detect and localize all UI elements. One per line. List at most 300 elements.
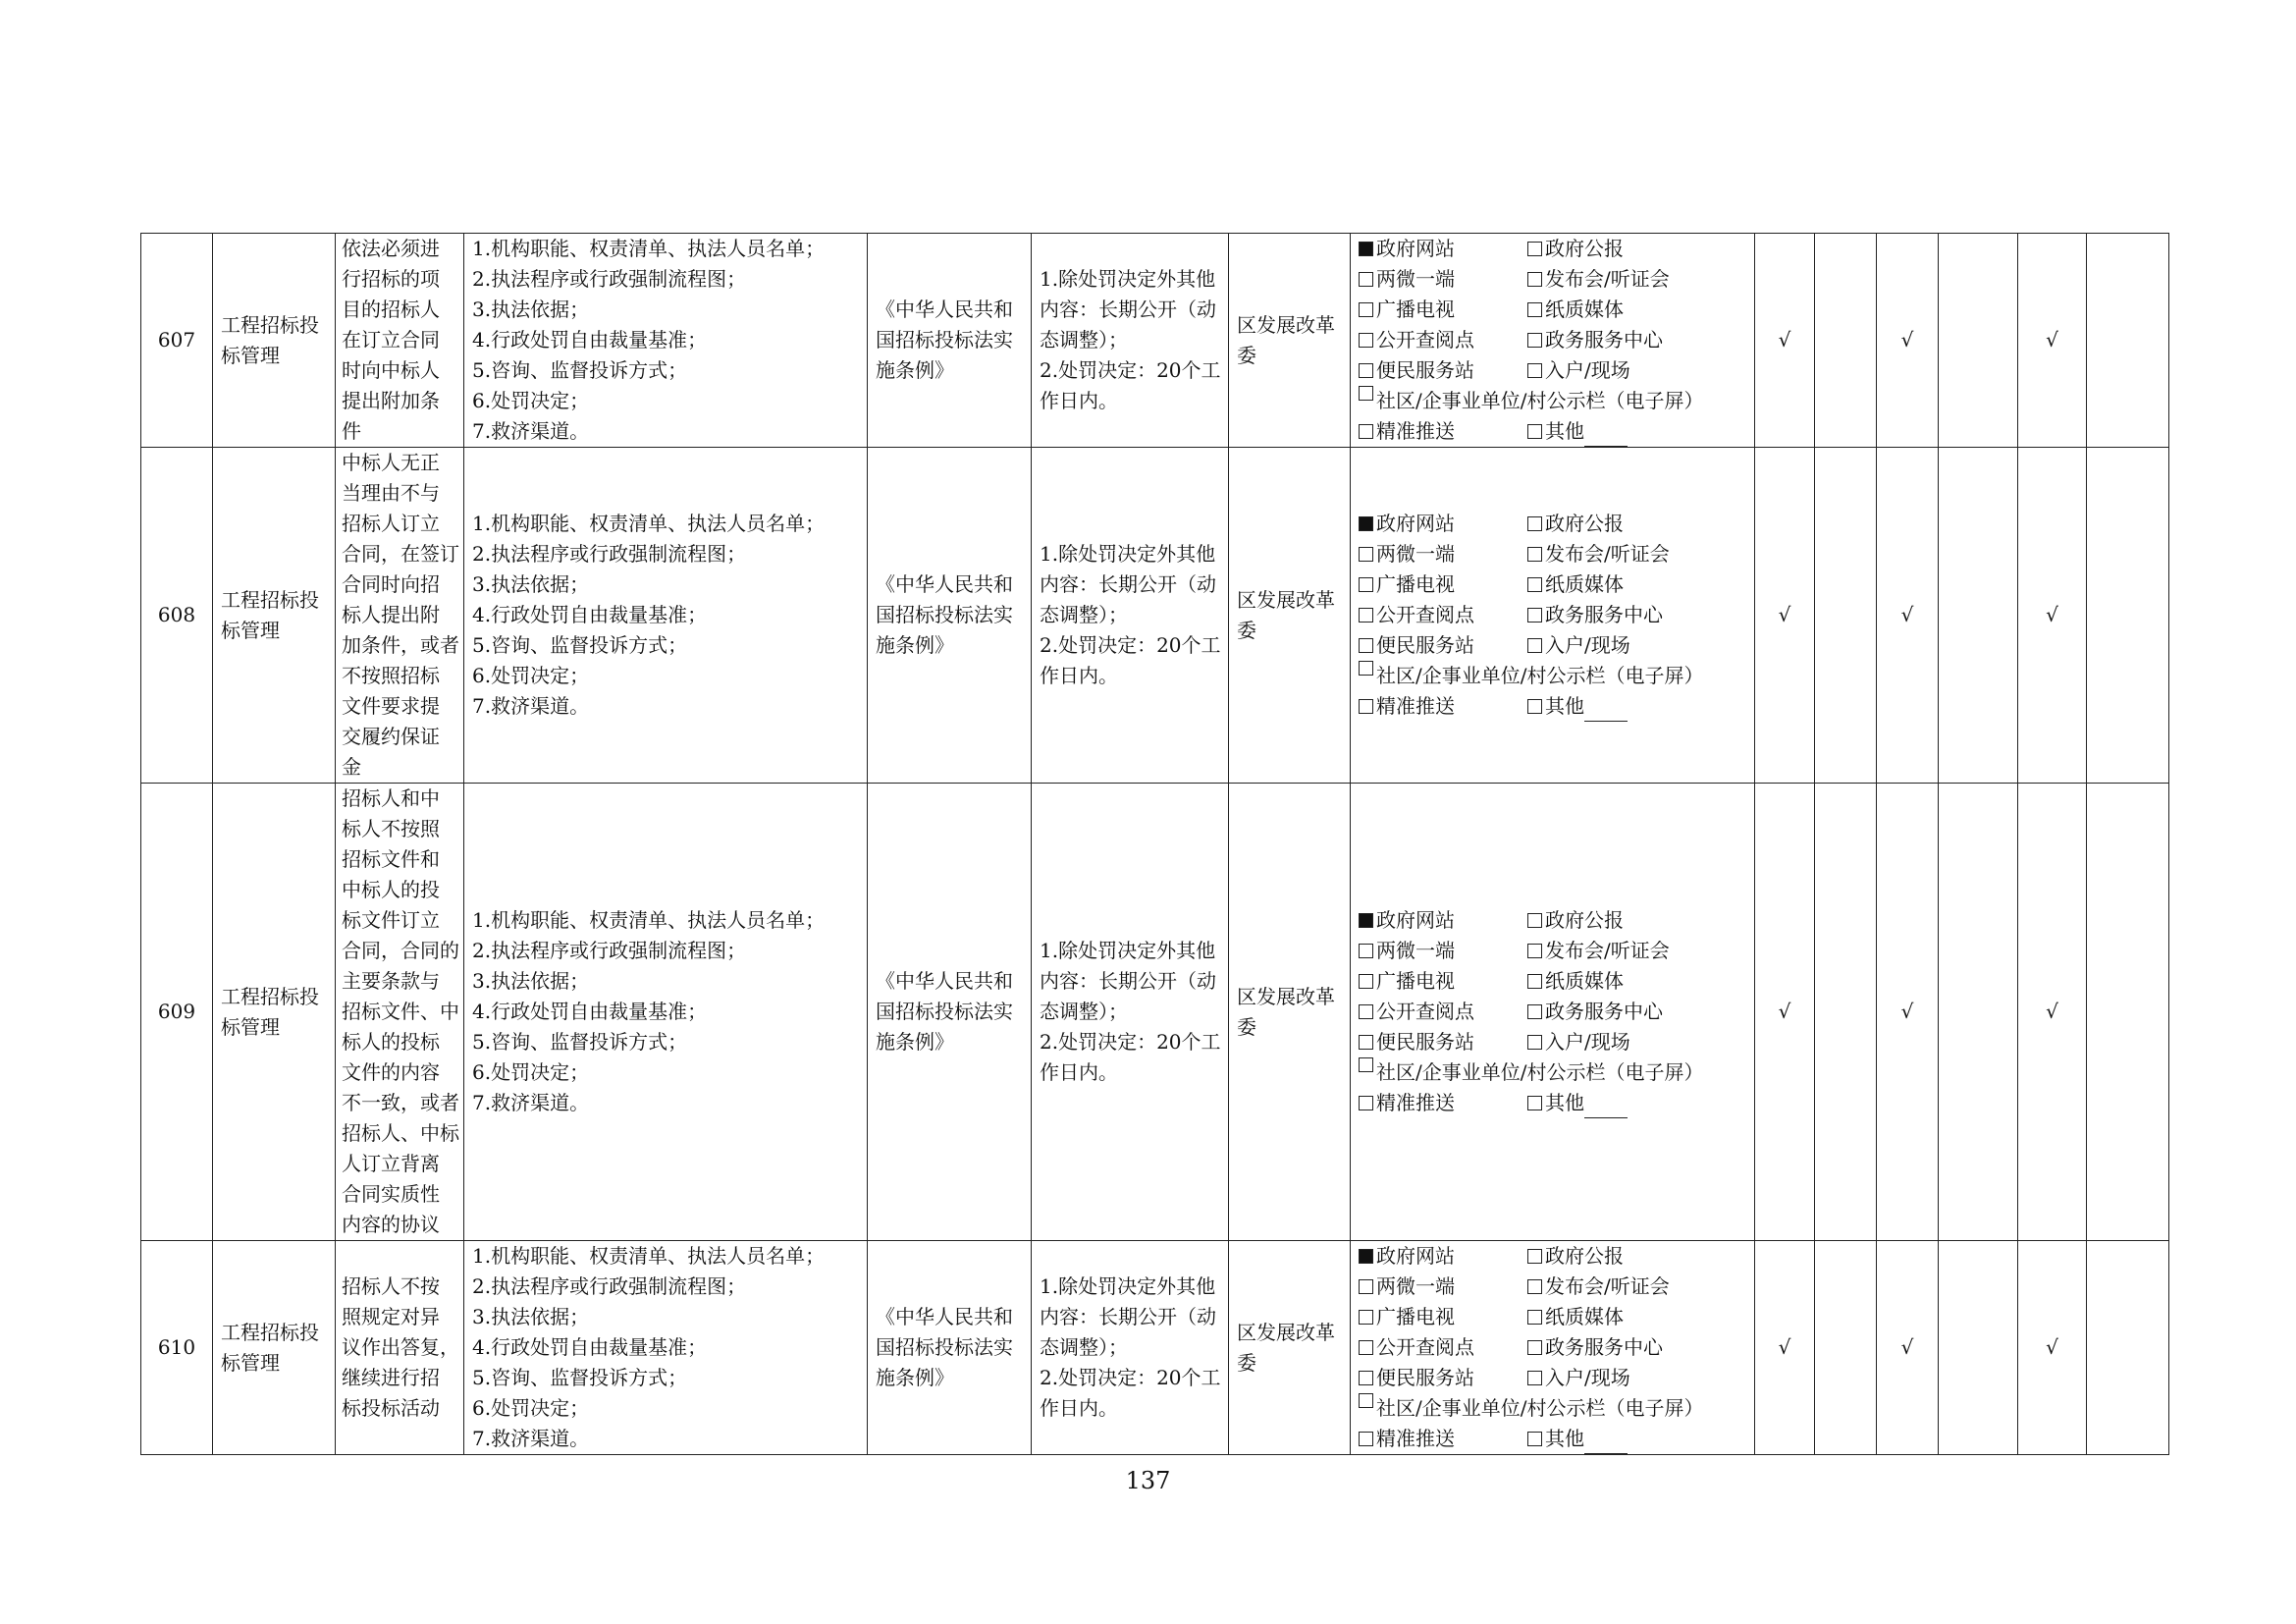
- channel-label: 发布会/听证会: [1545, 1274, 1670, 1298]
- text-line: 标管理: [221, 1350, 280, 1375]
- text-line: 标管理: [221, 1014, 280, 1039]
- timing-cell: [1032, 1241, 1229, 1455]
- channel-option: [1527, 1424, 1628, 1454]
- channel-label: 发布会/听证会: [1545, 939, 1670, 962]
- item-number: 607: [141, 234, 213, 448]
- text-line: 内容：长期公开（动: [1040, 572, 1216, 596]
- text-line: 6.处罚决定；: [472, 1396, 590, 1420]
- text-line: 6.处罚决定；: [472, 1060, 590, 1084]
- matter-cell: [336, 1241, 464, 1455]
- text-line: 文件的内容: [342, 1060, 440, 1084]
- channel-option: [1527, 1363, 1630, 1393]
- channels-cell: [1351, 448, 1755, 784]
- category-cell: [213, 234, 336, 448]
- text-line: 委: [1237, 1014, 1256, 1039]
- text-line: 照规定对异: [342, 1305, 440, 1328]
- channel-option: [1359, 1424, 1527, 1454]
- text-line: 1.除处罚决定外其他: [1040, 939, 1216, 962]
- text-line: 招标人订立: [342, 512, 440, 535]
- basis-cell: [868, 784, 1032, 1241]
- channel-option: [1359, 234, 1527, 264]
- channel-label: 入户/现场: [1545, 358, 1630, 382]
- text-line: 国招标投标法实: [876, 328, 1013, 352]
- checkbox: [1527, 424, 1542, 439]
- checkbox: [1527, 699, 1542, 714]
- check-cell: [1815, 784, 1877, 1241]
- text-line: 5.咨询、监督投诉方式；: [472, 1366, 688, 1389]
- text-line: 国招标投标法实: [876, 603, 1013, 626]
- channel-label: 入户/现场: [1545, 633, 1630, 657]
- check-cell: [1939, 448, 2018, 784]
- channel-row: [1359, 355, 1746, 386]
- subject-cell: [1229, 1241, 1351, 1455]
- checked-checkbox: [1359, 1249, 1373, 1264]
- text-line: 区发展改革: [1237, 587, 1335, 612]
- text-line: 依法必须进: [342, 237, 440, 260]
- channel-row: [1359, 1241, 1746, 1272]
- channel-label: 政府公报: [1545, 512, 1624, 535]
- check-cell: √: [2018, 1241, 2087, 1455]
- channel-option: [1527, 1272, 1670, 1302]
- text-line: 不一致，或者: [342, 1091, 459, 1114]
- text-line: 合同，合同的: [342, 939, 459, 962]
- text-line: 2.处罚决定：20个工: [1040, 1366, 1221, 1389]
- text-line: 行招标的项: [342, 267, 440, 291]
- channel-label: 社区/企事业单位/村公示栏（电子屏）: [1376, 1396, 1704, 1420]
- channel-option: [1359, 264, 1527, 295]
- content-cell: [464, 784, 868, 1241]
- table-row: [141, 234, 2169, 448]
- channel-option: [1359, 325, 1527, 355]
- checkbox: [1527, 913, 1542, 928]
- channel-option: [1527, 355, 1630, 386]
- text-line: 态调整）；: [1040, 1000, 1128, 1023]
- text-line: 2.执法程序或行政强制流程图；: [472, 939, 747, 962]
- text-line: 2.处罚决定：20个工: [1040, 633, 1221, 657]
- text-line: 招标人、中标: [342, 1121, 459, 1145]
- checkbox: [1359, 1371, 1373, 1385]
- text-line: 工程招标投: [221, 1320, 319, 1344]
- matter-cell: [336, 448, 464, 784]
- channel-label: 公开查阅点: [1376, 603, 1474, 626]
- channel-label: 公开查阅点: [1376, 1000, 1474, 1023]
- channel-label: 入户/现场: [1545, 1030, 1630, 1054]
- channel-label: 两微一端: [1376, 542, 1455, 566]
- text-line: 作日内。: [1040, 664, 1118, 687]
- checkbox: [1527, 363, 1542, 378]
- fill-in-blank: [1584, 1434, 1628, 1454]
- channel-option: [1359, 966, 1527, 997]
- check-cell: √: [2018, 448, 2087, 784]
- text-line: 4.行政处罚自由裁量基准；: [472, 1335, 708, 1359]
- text-line: 3.执法依据；: [472, 1305, 590, 1328]
- channel-option: [1359, 1363, 1527, 1393]
- channel-option: [1359, 539, 1527, 569]
- channel-option: [1359, 1241, 1527, 1272]
- text-line: 标人的投标: [342, 1030, 440, 1054]
- channel-option: [1527, 600, 1663, 630]
- basis-cell: [868, 448, 1032, 784]
- text-line: 工程招标投: [221, 312, 319, 337]
- channel-label: 便民服务站: [1376, 1366, 1474, 1389]
- text-line: 7.救济渠道。: [472, 419, 590, 443]
- channel-option: [1527, 691, 1628, 722]
- checkbox: [1527, 547, 1542, 562]
- text-line: 施条例》: [876, 358, 954, 382]
- channel-row: [1359, 600, 1746, 630]
- text-line: 态调整）；: [1040, 1335, 1128, 1359]
- channel-label: 社区/企事业单位/村公示栏（电子屏）: [1376, 389, 1704, 412]
- text-line: 《中华人民共和: [876, 298, 1013, 321]
- channel-option: [1359, 509, 1527, 539]
- text-line: 招标文件、中: [342, 1000, 459, 1023]
- checkbox: [1527, 272, 1542, 287]
- fill-in-blank: [1584, 701, 1628, 722]
- checkbox: [1359, 302, 1373, 317]
- checkbox: [1527, 1035, 1542, 1050]
- channel-label: 便民服务站: [1376, 633, 1474, 657]
- text-line: 标管理: [221, 343, 280, 367]
- channel-option: [1359, 1027, 1527, 1057]
- channel-row: [1359, 539, 1746, 569]
- channel-label: 社区/企事业单位/村公示栏（电子屏）: [1376, 664, 1704, 687]
- checkbox: [1359, 272, 1373, 287]
- channel-row: [1359, 1424, 1746, 1454]
- checkbox: [1527, 242, 1542, 256]
- channel-option: [1527, 569, 1624, 600]
- check-cell: √: [1877, 448, 1939, 784]
- text-line: 件: [342, 419, 361, 443]
- text-line: 继续进行招: [342, 1366, 440, 1389]
- text-line: 当理由不与: [342, 481, 440, 505]
- text-line: 《中华人民共和: [876, 969, 1013, 993]
- text-line: 交履约保证: [342, 725, 440, 748]
- channel-option: [1359, 569, 1527, 600]
- checkbox: [1527, 302, 1542, 317]
- channel-row: [1359, 386, 1746, 416]
- text-line: 标文件订立: [342, 908, 440, 932]
- page-number: 137: [1125, 1467, 1171, 1494]
- channel-label: 纸质媒体: [1545, 298, 1624, 321]
- text-line: 加条件，或者: [342, 633, 459, 657]
- checkbox: [1359, 1310, 1373, 1325]
- channel-label: 便民服务站: [1376, 358, 1474, 382]
- checkbox: [1359, 1393, 1373, 1408]
- table-row: [141, 784, 2169, 1241]
- table-row: [141, 448, 2169, 784]
- text-line: 标人提出附: [342, 603, 440, 626]
- checkbox: [1359, 1432, 1373, 1446]
- text-line: 4.行政处罚自由裁量基准；: [472, 603, 708, 626]
- content-cell: [464, 234, 868, 448]
- text-line: 1.除处罚决定外其他: [1040, 1274, 1216, 1298]
- channel-row: [1359, 936, 1746, 966]
- channel-label: 政府网站: [1376, 512, 1455, 535]
- text-line: 5.咨询、监督投诉方式；: [472, 358, 688, 382]
- text-line: 中标人的投: [342, 878, 440, 901]
- channel-option: [1527, 264, 1670, 295]
- channel-option: [1527, 1302, 1624, 1332]
- text-line: 作日内。: [1040, 1396, 1118, 1420]
- text-line: 1.机构职能、权责清单、执法人员名单；: [472, 512, 826, 535]
- text-line: 国招标投标法实: [876, 1000, 1013, 1023]
- checkbox: [1359, 1004, 1373, 1019]
- check-cell: √: [2018, 234, 2087, 448]
- check-cell: √: [1755, 448, 1815, 784]
- checked-checkbox: [1359, 516, 1373, 531]
- channel-label: 两微一端: [1376, 1274, 1455, 1298]
- checkbox: [1359, 386, 1373, 401]
- channel-row: [1359, 691, 1746, 722]
- channel-option: [1359, 1088, 1527, 1118]
- text-line: 人订立背离: [342, 1152, 440, 1175]
- text-line: 标投标活动: [342, 1396, 440, 1420]
- checkbox: [1359, 1057, 1373, 1072]
- checkbox: [1359, 333, 1373, 348]
- check-cell: √: [1755, 1241, 1815, 1455]
- timing-cell: [1032, 234, 1229, 448]
- checked-checkbox: [1359, 913, 1373, 928]
- checkbox: [1359, 577, 1373, 592]
- checkbox: [1527, 944, 1542, 958]
- text-line: 文件要求提: [342, 694, 440, 718]
- text-line: 1.除处罚决定外其他: [1040, 267, 1216, 291]
- channel-label: 发布会/听证会: [1545, 267, 1670, 291]
- channel-label: 广播电视: [1376, 1305, 1455, 1328]
- channel-option: [1359, 295, 1527, 325]
- channel-label: 精准推送: [1376, 694, 1455, 718]
- channel-label: 纸质媒体: [1545, 969, 1624, 993]
- check-cell: √: [1755, 234, 1815, 448]
- channel-label: 广播电视: [1376, 572, 1455, 596]
- text-line: 态调整）；: [1040, 603, 1128, 626]
- checkbox: [1527, 1340, 1542, 1355]
- channel-option: [1359, 1272, 1527, 1302]
- channel-row: [1359, 1332, 1746, 1363]
- checkbox: [1359, 1096, 1373, 1110]
- checkbox: [1359, 1340, 1373, 1355]
- check-cell: √: [2018, 784, 2087, 1241]
- channels-cell: [1351, 1241, 1755, 1455]
- channel-row: [1359, 569, 1746, 600]
- channel-label: 公开查阅点: [1376, 328, 1474, 352]
- text-line: 施条例》: [876, 633, 954, 657]
- channel-option: [1359, 905, 1527, 936]
- check-cell: √: [1877, 234, 1939, 448]
- channel-label: 政府公报: [1545, 237, 1624, 260]
- checkbox: [1359, 608, 1373, 623]
- fill-in-blank: [1584, 426, 1628, 447]
- text-line: 委: [1237, 343, 1256, 367]
- text-line: 内容：长期公开（动: [1040, 969, 1216, 993]
- text-line: 6.处罚决定；: [472, 664, 590, 687]
- channel-option: [1527, 295, 1624, 325]
- checkbox: [1527, 1096, 1542, 1110]
- item-number: 610: [141, 1241, 213, 1455]
- checkbox: [1359, 1279, 1373, 1294]
- channel-option: [1359, 936, 1527, 966]
- text-line: 3.执法依据；: [472, 298, 590, 321]
- channel-option: [1527, 1332, 1663, 1363]
- channel-row: [1359, 966, 1746, 997]
- text-line: 中标人无正: [342, 451, 440, 474]
- channel-label: 政府网站: [1376, 908, 1455, 932]
- channels-cell: [1351, 784, 1755, 1241]
- text-line: 时向中标人: [342, 358, 440, 382]
- text-line: 态调整）；: [1040, 328, 1128, 352]
- channel-row: [1359, 1027, 1746, 1057]
- text-line: 2.处罚决定：20个工: [1040, 1030, 1221, 1054]
- matter-cell: [336, 234, 464, 448]
- text-line: 4.行政处罚自由裁量基准；: [472, 1000, 708, 1023]
- item-number: 609: [141, 784, 213, 1241]
- text-line: 1.机构职能、权责清单、执法人员名单；: [472, 908, 826, 932]
- channel-label: 公开查阅点: [1376, 1335, 1474, 1359]
- checkbox: [1527, 1432, 1542, 1446]
- text-line: 目的招标人: [342, 298, 440, 321]
- subject-cell: [1229, 234, 1351, 448]
- check-cell: [2087, 1241, 2169, 1455]
- content-cell: [464, 448, 868, 784]
- text-line: 合同时向招: [342, 572, 440, 596]
- channel-label: 政府公报: [1545, 908, 1624, 932]
- text-line: 招标人和中: [342, 786, 440, 810]
- check-cell: [2087, 784, 2169, 1241]
- text-line: 2.执法程序或行政强制流程图；: [472, 1274, 747, 1298]
- text-line: 标管理: [221, 618, 280, 642]
- channel-label: 政府网站: [1376, 237, 1455, 260]
- subject-cell: [1229, 448, 1351, 784]
- channel-label: 纸质媒体: [1545, 572, 1624, 596]
- item-number: 608: [141, 448, 213, 784]
- text-line: 7.救济渠道。: [472, 1091, 590, 1114]
- text-line: 在订立合同: [342, 328, 440, 352]
- channel-option: [1527, 325, 1663, 355]
- text-line: 1.机构职能、权责清单、执法人员名单；: [472, 1244, 826, 1268]
- text-line: 内容：长期公开（动: [1040, 298, 1216, 321]
- check-cell: [1939, 234, 2018, 448]
- channel-label: 政务服务中心: [1545, 603, 1663, 626]
- matter-cell: [336, 784, 464, 1241]
- checkbox: [1359, 944, 1373, 958]
- text-line: 国招标投标法实: [876, 1335, 1013, 1359]
- text-line: 3.执法依据；: [472, 572, 590, 596]
- checkbox: [1359, 1035, 1373, 1050]
- channel-row: [1359, 1272, 1746, 1302]
- text-line: 提出附加条: [342, 389, 440, 412]
- disclosure-table: [140, 233, 2169, 1455]
- channel-row: [1359, 997, 1746, 1027]
- text-line: 议作出答复，: [342, 1335, 459, 1359]
- check-cell: [1815, 1241, 1877, 1455]
- text-line: 不按照招标: [342, 664, 440, 687]
- checkbox: [1527, 333, 1542, 348]
- channel-option: [1359, 355, 1527, 386]
- channel-option: [1527, 539, 1670, 569]
- channel-option: [1527, 1027, 1630, 1057]
- text-line: 2.处罚决定：20个工: [1040, 358, 1221, 382]
- text-line: 1.机构职能、权责清单、执法人员名单；: [472, 237, 826, 260]
- channel-label: 政务服务中心: [1545, 1335, 1663, 1359]
- channel-row: [1359, 325, 1746, 355]
- checkbox: [1359, 974, 1373, 989]
- check-cell: √: [1877, 784, 1939, 1241]
- channel-label: 入户/现场: [1545, 1366, 1630, 1389]
- channel-row: [1359, 416, 1746, 447]
- channel-option: [1359, 997, 1527, 1027]
- text-line: 作日内。: [1040, 1060, 1118, 1084]
- text-line: 内容：长期公开（动: [1040, 1305, 1216, 1328]
- text-line: 3.执法依据；: [472, 969, 590, 993]
- channel-option: [1359, 691, 1527, 722]
- checkbox: [1359, 699, 1373, 714]
- text-line: 施条例》: [876, 1030, 954, 1054]
- channel-option: [1527, 997, 1663, 1027]
- text-line: 7.救济渠道。: [472, 1427, 590, 1450]
- timing-cell: [1032, 448, 1229, 784]
- text-line: 2.执法程序或行政强制流程图；: [472, 267, 747, 291]
- channel-option: [1527, 234, 1624, 264]
- fill-in-blank: [1584, 1098, 1628, 1118]
- channel-row: [1359, 630, 1746, 661]
- channel-option: [1527, 966, 1624, 997]
- channel-label: 政府公报: [1545, 1244, 1624, 1268]
- channel-row: [1359, 264, 1746, 295]
- text-line: 区发展改革: [1237, 312, 1335, 337]
- text-line: 招标人不按: [342, 1274, 440, 1298]
- text-line: 6.处罚决定；: [472, 389, 590, 412]
- text-line: 《中华人民共和: [876, 572, 1013, 596]
- text-line: 5.咨询、监督投诉方式；: [472, 633, 688, 657]
- checkbox: [1359, 547, 1373, 562]
- check-cell: [2087, 234, 2169, 448]
- channel-label: 精准推送: [1376, 1091, 1455, 1114]
- checkbox: [1527, 608, 1542, 623]
- check-cell: √: [1755, 784, 1815, 1241]
- channel-option: [1527, 416, 1628, 447]
- content-cell: [464, 1241, 868, 1455]
- checkbox: [1527, 1279, 1542, 1294]
- category-cell: [213, 1241, 336, 1455]
- channel-label: 精准推送: [1376, 1427, 1455, 1450]
- channel-option: [1359, 1302, 1527, 1332]
- channel-label: 其他: [1545, 694, 1584, 718]
- channel-label: 政务服务中心: [1545, 328, 1663, 352]
- checkbox: [1527, 1004, 1542, 1019]
- text-line: 内容的协议: [342, 1213, 440, 1236]
- category-cell: [213, 784, 336, 1241]
- channel-label: 政务服务中心: [1545, 1000, 1663, 1023]
- table-row: [141, 1241, 2169, 1455]
- channels-cell: [1351, 234, 1755, 448]
- checkbox: [1527, 974, 1542, 989]
- check-cell: [1939, 784, 2018, 1241]
- text-line: 区发展改革: [1237, 1320, 1335, 1344]
- channel-option: [1527, 936, 1670, 966]
- channel-option: [1359, 630, 1527, 661]
- text-line: 7.救济渠道。: [472, 694, 590, 718]
- channel-label: 发布会/听证会: [1545, 542, 1670, 566]
- text-line: 合同实质性: [342, 1182, 440, 1206]
- channel-row: [1359, 1363, 1746, 1393]
- channel-label: 纸质媒体: [1545, 1305, 1624, 1328]
- basis-cell: [868, 234, 1032, 448]
- channel-option: [1527, 905, 1624, 936]
- channel-row: [1359, 661, 1746, 691]
- text-line: 4.行政处罚自由裁量基准；: [472, 328, 708, 352]
- channel-label: 广播电视: [1376, 969, 1455, 993]
- channel-label: 两微一端: [1376, 939, 1455, 962]
